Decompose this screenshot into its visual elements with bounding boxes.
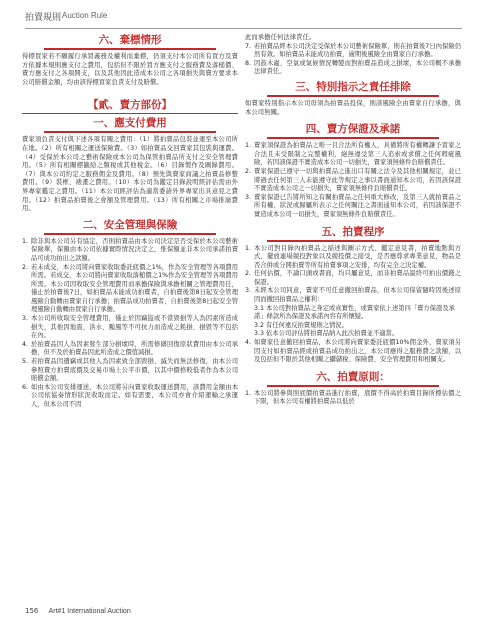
- list-item: 1. 除非與本公司另有協定，否則拍賣品由本公司決定是否受保於本公司藝術保險單，保額由本公司依據實際情況決定之，惟保額並非本公司承諾拍賣品可成功拍出之款額。: [22, 237, 238, 262]
- header-title-en: Auction Rule: [62, 11, 108, 20]
- company-name: Art#1 International Auction: [48, 608, 131, 615]
- section-divider: [267, 137, 439, 139]
- section-warranty-title: 四、賣方保證及承諾: [305, 123, 401, 136]
- section-procedure-title: 五、拍賣程序: [321, 225, 385, 238]
- section-divider: [44, 48, 216, 50]
- part-divider: [22, 113, 238, 114]
- sub-item: 3.3 依本公司評估將拍賣品納入此次拍賣並不適當。: [254, 330, 399, 338]
- section-fees-text: 賣家須負責支付與下述各項有關之費用：（1）將拍賣品包裝並運至本公司所在地。（2）所有相關之運送保險費。（3）如拍賣品交回賣家其包裝與運費。（4）受保於本公司之藝術保險或本公司為保管拍賣品所支付之安全管理費用。（5）所有相關標籤給之類稅或其他稅金。（6）目錄製作及圖錄費用。（7）與本公司約定之服務佣金及費用。（8）預先與賣家商議之拍賣品修整費用。（9）裝框、裱畫之費用。（10）本公司為鑑定目錄說明經評估需由外界專家鑑定之費用。（11）本公司經評估為適當委請外界專家出具意見之費用。（12）拍賣品拍賣後之會額及管理費用。（13）所有相關之市場推廣費用。: [22, 136, 238, 213]
- list-item: 8. 因鼓木蟲、空氣或氣候情況轉變而對拍賣品造成之損壞，本公司概不承擔法律責任。: [245, 59, 461, 76]
- section-safety-title: 二、安全管理與保險: [82, 218, 178, 231]
- left-column: [22, 34, 238, 410]
- list-item: 3. 賣家保證已告將所知之有關拍賣品之任何重大修改，及第三人就拍賣品之所有權、狀況或歸屬所表示之任何關注之書面通知本公司，若因該保證不實造成本公司一切損失，賣家須無條件負賠償責任。: [245, 193, 461, 218]
- right-column: [245, 34, 461, 407]
- header-title-zh: 拍賣規則: [25, 13, 62, 23]
- section-exclusion-title: 三、特別指示之責任排除: [295, 80, 411, 93]
- part-seller-title: 【貳、賣方部份】: [88, 99, 172, 112]
- page-number: 156: [25, 607, 39, 615]
- section-abandon-text: 得標買家若不願履行承買義務及權利而棄標，仍須支付本公司所有買方及賣方依據本規則應支付之費用，包括但不限於買方應支付之服務費及落槌價、賣方應支付之各項開支，以及其他因此造成本公司之各項損失與賣方要求本公司賠償金額，均由該得標買家負責支付及賠償。: [22, 53, 238, 86]
- list-item: 6. 如由本公司安排運送，本公司將另向賣家收取運送費用，該費用金額由本公司依協奏情形狀況收取而定。如有需要，本公司亦會介紹運輸之承運人，但本公司不因: [22, 383, 238, 408]
- list-item: 1. 賣家須保證為拍賣品之唯一且合法所有權人，具備將所有權轉讓予買家之合法且未受限制之完整權利，絕無違受第三人追索或求償之任何瑕疵風險，若因該保證不實造成本公司一切損失，賣家須無條件負賠償責任。: [245, 142, 461, 167]
- list-item: 7. 若拍賣品經本公司決定受保於本公司藝術保險單，則在拍賣後7日內保險仍然有效。如拍賣品未能成功拍賣，逾期後風險全由賣家自行承擔。: [245, 42, 461, 59]
- list-item: 2. 任何估價，不論口頭或書面，均只屬意見，而非拍賣品最終可拍出價錢之保證。: [245, 270, 461, 286]
- section-divider: [44, 131, 216, 133]
- list-item: 2. 賣家保證已遵守一切與拍賣品之進出口有關之法令及其他相關規定，並已將過去任何第三人未能遵守此等規定之事以書面通知本公司，若因該保證不實造成本公司之一切損失，賣家須無條件負賠償責任。: [245, 167, 461, 193]
- page-header: [0, 0, 480, 30]
- list-item: 1. 本公司對目錄內拍賣品之描述與圖示方式、鑑定意見書，拍賣地點與方式，擺放連場競投對象以及競投價之接受，是否應尊求專業意見，物品是否合併或分開拍賣等所有拍賣事項之安排，均有完全之決定權。: [245, 244, 461, 269]
- list-item: 5. 若拍賣品因遺竊或其他人為因素致全部毀損、滅失而無法修復，由本公司參照賣方拍賣底價及交易市場上公平市價，以其中價格較低者作為本公司賠償金額。: [22, 358, 238, 383]
- continued-text: 此而承擔任何法律責任。: [245, 34, 316, 41]
- sub-item: 3.1 本公司對拍賣品之身定或真實性，或賣家依上述第四「賣方保證及承諾」條款所為保證及承諾內容有所懷疑。: [254, 304, 455, 321]
- sub-item: 3.2 有任何違反拍賣規則之情況。: [254, 321, 348, 329]
- section-divider: [44, 233, 216, 235]
- section-divider: [267, 240, 439, 242]
- list-item: 4. 於拍賣品因人為因素發生部分損壞時，所需修繕回復原狀費用由本公司承擔，但不及於拍賣品因此所造成之價值減損。: [22, 340, 238, 357]
- list-item: 3. 未經本公司同意，賣家不可任意撤回拍賣品，但本公司保留隨時因後述原因而撤回拍賣品之權利：: [245, 287, 461, 304]
- section-exclusion-text: 如賣家特別指示本公司毋須為拍賣品投保，則該風險全由賣家自行承擔，與本公司無關。: [245, 99, 461, 116]
- list-item: 1. 本公司將參與照底價拍賣品進行拍賣，底價不得高於拍賣目錄所標估價之下限，但本公司有權將拍賣品以低於: [245, 389, 461, 406]
- section-fees-title: 一、應支付費用: [93, 117, 167, 130]
- section-principle-title: 六、拍賣原則：: [316, 370, 390, 383]
- list-item: 2. 若未成交，本公司將向賣家收取委託底價之1%，作為安全管理等各項費用所需。若成交，本公司將向賣家收取落槌價之1%作為安全管理等各項費用所需。本公司因收取安全管理費用而承擔保險與承擔相關之管理費用任，僅止於拍賣後7日，如拍賣品未能成功拍賣者，自拍賣後第8日起安全管理風險自動轉由賣家自行承擔；拍賣品成功拍賣者，自拍賣後第8日起安全管理風險自動轉由買家自行承擔。: [22, 263, 238, 314]
- section-abandon-title: 六、棄標情形: [98, 34, 162, 46]
- list-item: 4. 如賣家任意撤回拍賣品，本公司將向賣家委託底價10%佣金外，賣家須另因支付如拍賣品經或拍賣品成功拍出之，本公司應得之服務費之款額，以及包括但不限於其他相關之攝儲稅、保險費、安全管理費用和相關支。: [245, 339, 461, 364]
- header-divider: [25, 28, 462, 29]
- section-divider: [267, 95, 439, 97]
- list-item: 3. 本公司所收取安全管理費用，僅止於因竊盜或不當毀損等人為因素所造成損失，其他因地震、洪水、颱風等不可抗力而造成之耗損、損毀等不包括在內。: [22, 315, 238, 340]
- section-divider: [267, 385, 439, 387]
- page-footer: [25, 607, 131, 615]
